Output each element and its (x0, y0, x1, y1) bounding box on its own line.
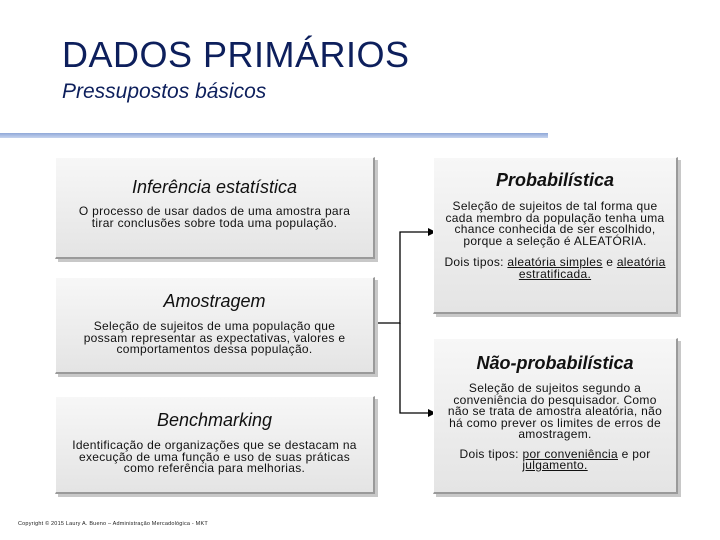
box-inferencia-estatistica (55, 157, 375, 259)
box-text-main: Seleção de sujeitos de tal forma que cada membro da população tenha uma chance conhecida de ser escolhido, porque a seleção é (445, 199, 665, 248)
type-link-1: aleatória simples (507, 255, 603, 269)
box-heading: Inferência estatística (131, 177, 298, 197)
box-text (444, 201, 666, 247)
slide-title: DADOS PRIMÁRIOS (62, 34, 410, 75)
box-text-emphasis: ALEATÓRIA. (573, 233, 647, 248)
box-heading: Probabilística (495, 170, 615, 190)
box-types (444, 257, 666, 280)
box-probabilistica (433, 157, 678, 314)
type-link-1: por conveniência (522, 446, 618, 461)
types-join: e (602, 255, 617, 269)
box-amostragem (55, 277, 375, 374)
box-text: O processo de usar dados de uma amostra para tirar conclusões sobre toda uma população. (78, 204, 351, 230)
box-heading: Benchmarking (156, 410, 273, 430)
types-join: e por (618, 446, 651, 461)
type-link-2: julgamento. (522, 458, 588, 472)
box-text: Seleção de sujeitos de uma população que possam representar as expectativas, valores e comportamentos dessa população. (83, 319, 346, 356)
box-heading: Amostragem (163, 291, 266, 311)
box-text: Seleção de sujeitos segundo a conveniência do pesquisador. Como não se trata de amostra aleatória, não há como prever os limites de erros de amostragem. (447, 381, 663, 441)
type-link-2: aleatória estratificada. (518, 255, 666, 281)
types-prefix: Dois tipos: (444, 255, 508, 269)
slide-subtitle: Pressupostos básicos (62, 80, 267, 103)
connector-line (375, 232, 428, 323)
footer-copyright: Copyright © 2015 Laury A. Bueno – Administração Mercadológica - MKT (18, 521, 208, 527)
box-text: Identificação de organizações que se destacam na execução de uma função e uso de suas práticas como referência para melhorias. (72, 438, 357, 475)
connector-line (400, 323, 428, 413)
box-nao-probabilistica (433, 338, 678, 494)
types-prefix: Dois tipos: (459, 446, 523, 461)
box-types (446, 446, 664, 472)
box-heading: Não-probabilística (476, 353, 634, 373)
box-benchmarking (55, 396, 375, 494)
